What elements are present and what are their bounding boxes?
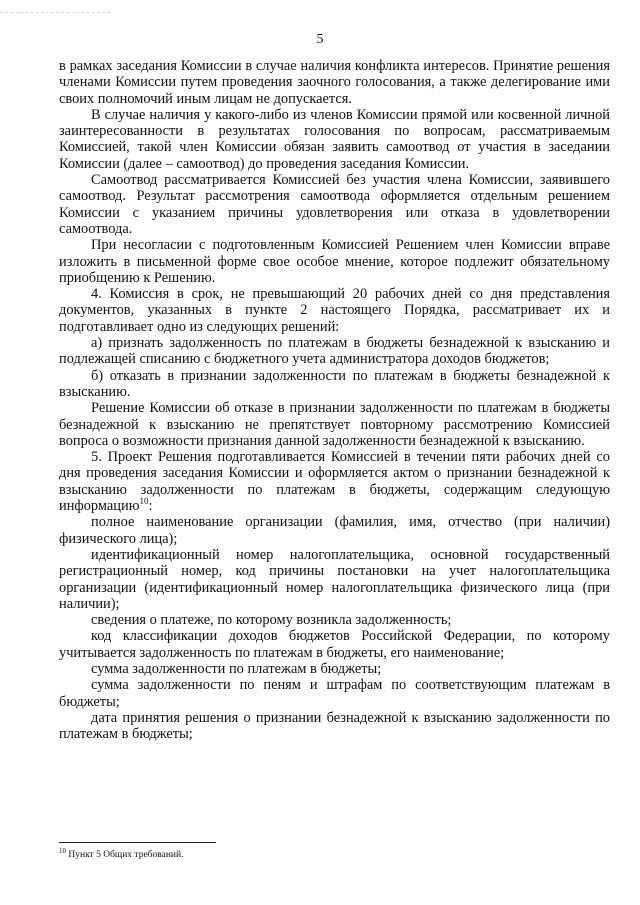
- paragraph: При несогласии с подготовленным Комиссией Решением член Комиссии вправе изложить в письменной форме свое особое мнение, которое подлежит обязательному приобщению к Решению.: [59, 237, 610, 286]
- footnote-mark: 10: [59, 846, 66, 855]
- paragraph: В случае наличия у какого-либо из членов Комиссии прямой или косвенной личной заинтересованности в результатах голосования по вопросам, рассматриваемым Комиссией, такой член Комиссии обязан заявить самоотвод от участия в заседании Комиссии (далее – самоотвод) до проведения заседания Комиссии.: [59, 106, 610, 172]
- list-item: идентификационный номер налогоплательщика, основной государственный регистрационный номер, код причины постановки на учет налогоплательщика организации (идентификационный номер налогоплательщика физического лица (при наличии);: [59, 546, 610, 612]
- paragraph: Решение Комиссии об отказе в признании задолженности по платежам в бюджеты безнадежной к взысканию не препятствует повторному рассмотрению Комиссией вопроса о возможности признания данной задолженности безнадежной к взысканию.: [59, 400, 610, 449]
- footnote-reference[interactable]: 10: [139, 496, 149, 507]
- footnote-text: Пункт 5 Общих требований.: [66, 850, 184, 860]
- paragraph: в рамках заседания Комиссии в случае наличия конфликта интересов. Принятие решения членами Комиссии путем проведения заочного голосования, а также делегирование ими своих полномочий иным лицам не допускается.: [59, 58, 610, 107]
- list-item: сумма задолженности по платежам в бюджеты;: [91, 660, 382, 677]
- paragraph: Самоотвод рассматривается Комиссией без участия члена Комиссии, заявившего самоотвод. Результат рассмотрения самоотвода оформляется отдельным решением Комиссии с указанием причины удовлетворения или отказа в удовлетворении самоотвода.: [59, 172, 610, 237]
- list-item: дата принятия решения о признании безнадежной к взысканию задолженности по платежам в бюджеты;: [59, 709, 610, 743]
- list-item: б) отказать в признании задолженности по платежам в бюджеты безнадежной к взысканию.: [59, 367, 610, 400]
- list-item: полное наименование организации (фамилия, имя, отчество (при наличии) физического лица);: [59, 514, 610, 547]
- list-item: сумма задолженности по пеням и штрафам по соответствующим платежам в бюджеты;: [59, 677, 610, 710]
- body-text: [59, 58, 610, 742]
- page-number: 5: [316, 32, 324, 47]
- footnote: [59, 846, 184, 861]
- footnote-divider: [59, 842, 216, 843]
- paragraph: 4. Комиссия в срок, не превышающий 20 рабочих дней со дня представления документов, указанных в пункте 2 настоящего Порядка, рассматривает их и подготавливает одно из следующих решений:: [59, 286, 610, 335]
- list-item: а) признать задолженность по платежам в бюджеты безнадежной к взысканию и подлежащей списанию с бюджетного учета администратора доходов бюджетов;: [59, 335, 610, 368]
- paragraph-text: 5. Проект Решения подготавливается Комиссией в течении пяти рабочих дней со дня проведения заседания Комиссии и оформляется актом о признании безнадежной к взысканию задолженности по платежам в бюджеты, содержащим следующую информацию: [59, 449, 610, 515]
- paragraph-tail: :: [148, 498, 153, 515]
- paragraph-with-footnote: [59, 449, 610, 514]
- scan-artifact: [0, 4, 110, 13]
- list-item: сведения о платеже, по которому возникла задолженность;: [91, 612, 452, 629]
- list-item: код классификации доходов бюджетов Российской Федерации, по которому учитывается задолженность по платежам в бюджеты, его наименование;: [59, 628, 610, 661]
